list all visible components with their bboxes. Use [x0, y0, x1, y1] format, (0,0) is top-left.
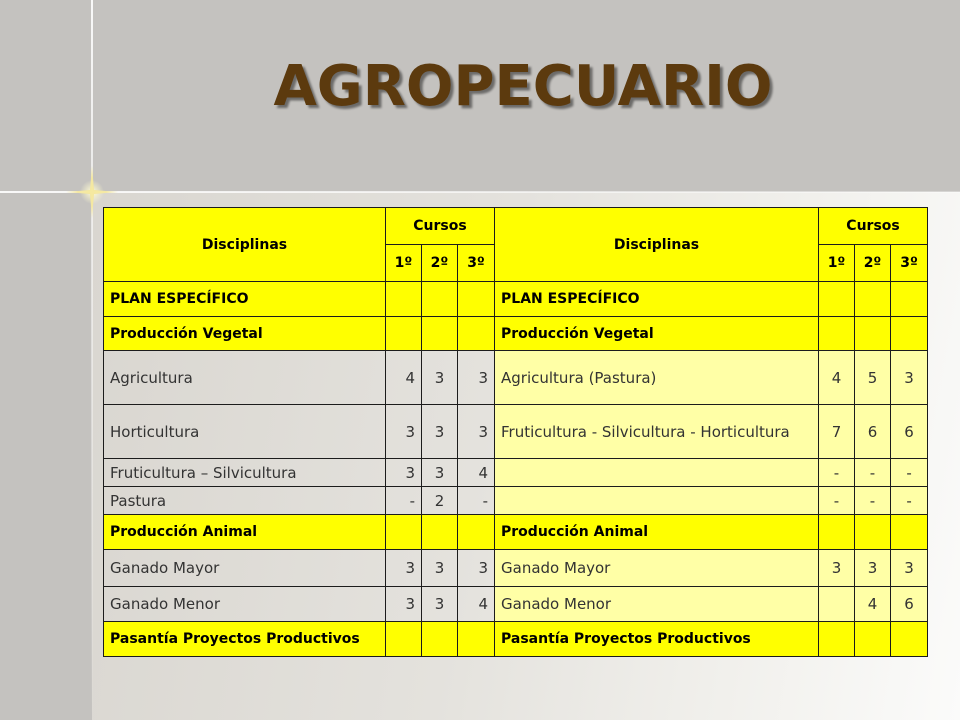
- empty-cell: [855, 317, 891, 351]
- empty-cell: [891, 317, 928, 351]
- hours-right-3: -: [891, 459, 928, 487]
- hours-right-1: 3: [819, 550, 855, 587]
- empty-cell: [422, 282, 458, 317]
- hours-right-3: 3: [891, 351, 928, 405]
- hours-right-1: -: [819, 487, 855, 515]
- section-label-left: Pasantía Proyectos Productivos: [104, 622, 386, 657]
- discipline-right: Ganado Mayor: [495, 550, 819, 587]
- section-label-right: Pasantía Proyectos Productivos: [495, 622, 819, 657]
- hours-left-1: 3: [386, 587, 422, 622]
- empty-cell: [458, 515, 495, 550]
- table-row: [104, 587, 928, 622]
- hours-right-2: 5: [855, 351, 891, 405]
- empty-cell: [891, 515, 928, 550]
- hours-left-3: -: [458, 487, 495, 515]
- table-row: [104, 459, 928, 487]
- hours-left-1: -: [386, 487, 422, 515]
- section-row: [104, 282, 928, 317]
- section-label-left: Producción Animal: [104, 515, 386, 550]
- discipline-right: [495, 487, 819, 515]
- section-label-right: Producción Vegetal: [495, 317, 819, 351]
- table-row: [104, 487, 928, 515]
- empty-cell: [891, 622, 928, 657]
- section-label-right: Producción Animal: [495, 515, 819, 550]
- hours-left-3: 4: [458, 587, 495, 622]
- header-cursos-left: Cursos: [386, 208, 495, 245]
- hours-left-3: 3: [458, 405, 495, 459]
- hours-right-3: -: [891, 487, 928, 515]
- empty-cell: [855, 282, 891, 317]
- discipline-left: Pastura: [104, 487, 386, 515]
- hours-right-3: 6: [891, 587, 928, 622]
- side-band: [0, 192, 92, 720]
- header-cursos-right: Cursos: [819, 208, 928, 245]
- discipline-left: Fruticultura – Silvicultura: [104, 459, 386, 487]
- discipline-right: Agricultura (Pastura): [495, 351, 819, 405]
- empty-cell: [855, 515, 891, 550]
- hours-right-1: 7: [819, 405, 855, 459]
- header-year-left: 2º: [422, 245, 458, 282]
- discipline-right: Ganado Menor: [495, 587, 819, 622]
- discipline-left: Agricultura: [104, 351, 386, 405]
- empty-cell: [422, 317, 458, 351]
- header-disciplinas-left: Disciplinas: [104, 208, 386, 282]
- empty-cell: [386, 622, 422, 657]
- empty-cell: [422, 622, 458, 657]
- section-row: [104, 515, 928, 550]
- hours-left-1: 4: [386, 351, 422, 405]
- header-year-right: 2º: [855, 245, 891, 282]
- section-row: [104, 317, 928, 351]
- section-row: [104, 622, 928, 657]
- empty-cell: [819, 317, 855, 351]
- page-title: AGROPECUARIO: [273, 54, 773, 119]
- empty-cell: [891, 282, 928, 317]
- empty-cell: [458, 317, 495, 351]
- horizontal-accent-line: [0, 191, 960, 193]
- discipline-left: Horticultura: [104, 405, 386, 459]
- table-row: [104, 405, 928, 459]
- empty-cell: [386, 515, 422, 550]
- hours-right-1: [819, 587, 855, 622]
- empty-cell: [819, 282, 855, 317]
- hours-left-2: 3: [422, 405, 458, 459]
- hours-left-1: 3: [386, 405, 422, 459]
- discipline-left: Ganado Mayor: [104, 550, 386, 587]
- discipline-right: Fruticultura - Silvicultura - Horticultura: [495, 405, 819, 459]
- header-year-left: 1º: [386, 245, 422, 282]
- empty-cell: [458, 622, 495, 657]
- curriculum-table: [103, 207, 928, 657]
- section-label-right: PLAN ESPECÍFICO: [495, 282, 819, 317]
- hours-right-2: -: [855, 487, 891, 515]
- empty-cell: [422, 515, 458, 550]
- hours-left-1: 3: [386, 550, 422, 587]
- header-disciplinas-right: Disciplinas: [495, 208, 819, 282]
- hours-right-2: 3: [855, 550, 891, 587]
- table-row: [104, 351, 928, 405]
- hours-left-1: 3: [386, 459, 422, 487]
- empty-cell: [458, 282, 495, 317]
- header-year-left: 3º: [458, 245, 495, 282]
- hours-right-3: 3: [891, 550, 928, 587]
- hours-left-2: 2: [422, 487, 458, 515]
- hours-right-3: 6: [891, 405, 928, 459]
- hours-left-3: 4: [458, 459, 495, 487]
- empty-cell: [855, 622, 891, 657]
- hours-right-1: -: [819, 459, 855, 487]
- hours-right-1: 4: [819, 351, 855, 405]
- table-row: [104, 550, 928, 587]
- hours-left-2: 3: [422, 459, 458, 487]
- hours-right-2: -: [855, 459, 891, 487]
- hours-right-2: 4: [855, 587, 891, 622]
- discipline-right: [495, 459, 819, 487]
- hours-left-3: 3: [458, 351, 495, 405]
- section-label-left: Producción Vegetal: [104, 317, 386, 351]
- header-year-right: 3º: [891, 245, 928, 282]
- empty-cell: [386, 317, 422, 351]
- empty-cell: [819, 622, 855, 657]
- discipline-left: Ganado Menor: [104, 587, 386, 622]
- hours-left-2: 3: [422, 550, 458, 587]
- hours-left-2: 3: [422, 351, 458, 405]
- hours-right-2: 6: [855, 405, 891, 459]
- empty-cell: [386, 282, 422, 317]
- hours-left-3: 3: [458, 550, 495, 587]
- empty-cell: [819, 515, 855, 550]
- section-label-left: PLAN ESPECÍFICO: [104, 282, 386, 317]
- hours-left-2: 3: [422, 587, 458, 622]
- header-year-right: 1º: [819, 245, 855, 282]
